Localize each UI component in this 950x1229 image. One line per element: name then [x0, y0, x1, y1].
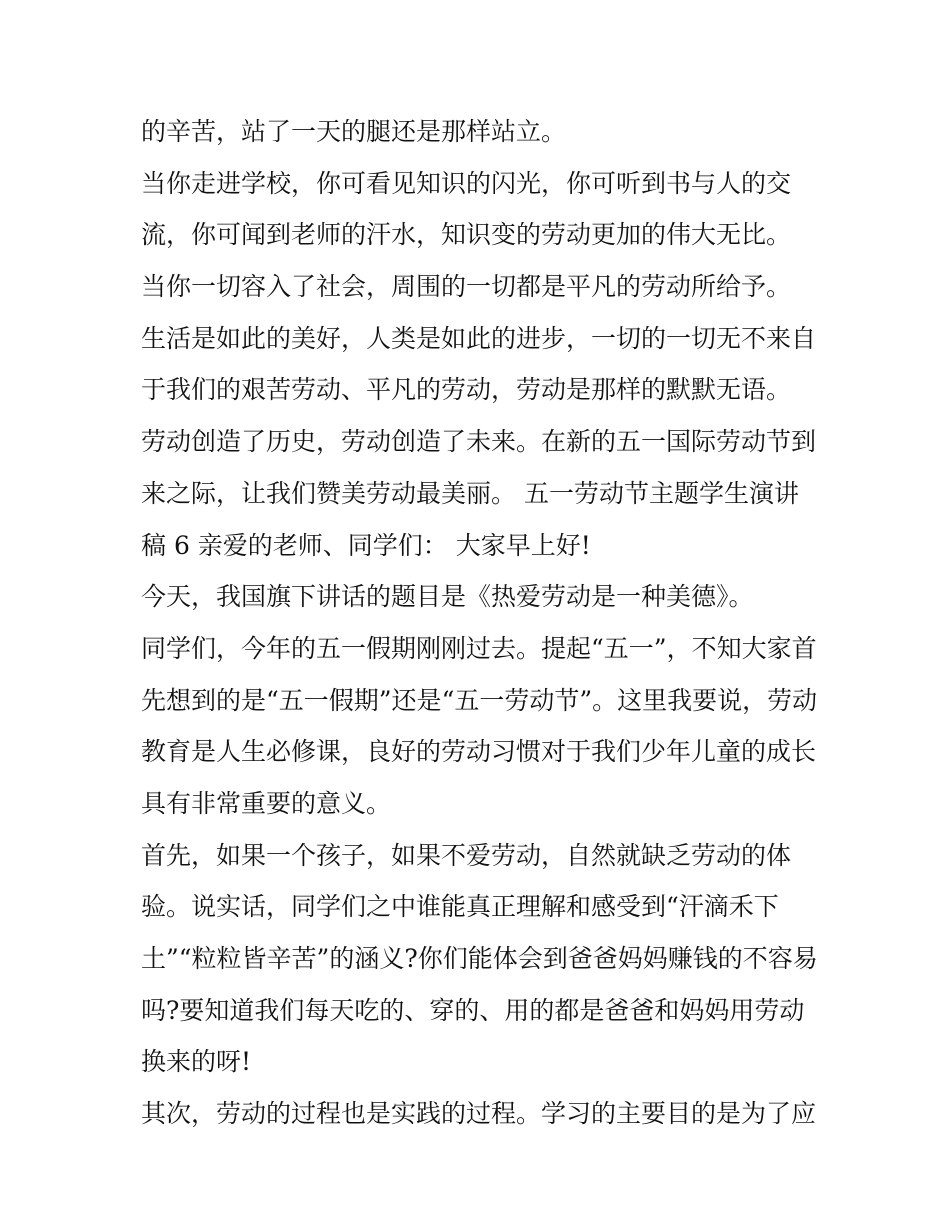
text-line: 于我们的艰苦劳动、平凡的劳动，劳动是那样的默默无语。 — [141, 375, 792, 405]
text-line: 流，你可闻到老师的汗水，知识变的劳动更加的伟大无比。 — [141, 220, 792, 250]
text-line: 当你一切容入了社会，周围的一切都是平凡的劳动所给予。 — [141, 272, 792, 302]
text-line: 具有非常重要的意义。 — [141, 788, 392, 818]
text-line: 劳动创造了历史，劳动创造了未来。在新的五一国际劳动节到 — [141, 427, 817, 457]
text-line: 吗?要知道我们每天吃的、穿的、用的都是爸爸和妈妈用劳动 — [141, 995, 805, 1025]
text-line: 来之际，让我们赞美劳动最美丽。 五一劳动节主题学生演讲 — [141, 478, 799, 508]
text-line: 当你走进学校，你可看见知识的闪光，你可听到书与人的交 — [141, 168, 792, 198]
text-line: 同学们，今年的五一假期刚刚过去。提起“五一”，不知大家首 — [141, 633, 817, 663]
text-line: 生活是如此的美好，人类是如此的进步，一切的一切无不来自 — [141, 323, 817, 353]
text-line: 先想到的是“五一假期”还是“五一劳动节”。这里我要说，劳动 — [141, 685, 818, 715]
text-line: 验。说实话，同学们之中谁能真正理解和感受到“汗滴禾下 — [141, 892, 779, 922]
text-line: 土”“粒粒皆辛苦”的涵义?你们能体会到爸爸妈妈赚钱的不容易 — [141, 944, 818, 973]
text-line: 今天，我国旗下讲话的题目是《热爱劳动是一种美德》。 — [141, 582, 754, 612]
text-line: 的辛苦，站了一天的腿还是那样站立。 — [141, 117, 567, 146]
text-line: 稿 6 亲爱的老师、同学们： 大家早上好! — [141, 530, 591, 560]
document-body — [141, 106, 831, 1140]
text-line: 其次，劳动的过程也是实践的过程。学习的主要目的是为了应 — [141, 1099, 817, 1129]
text-line: 换来的呀! — [141, 1047, 252, 1077]
text-line: 首先，如果一个孩子，如果不爱劳动，自然就缺乏劳动的体 — [141, 840, 792, 870]
text-line: 教育是人生必修课，良好的劳动习惯对于我们少年儿童的成长 — [141, 737, 817, 767]
